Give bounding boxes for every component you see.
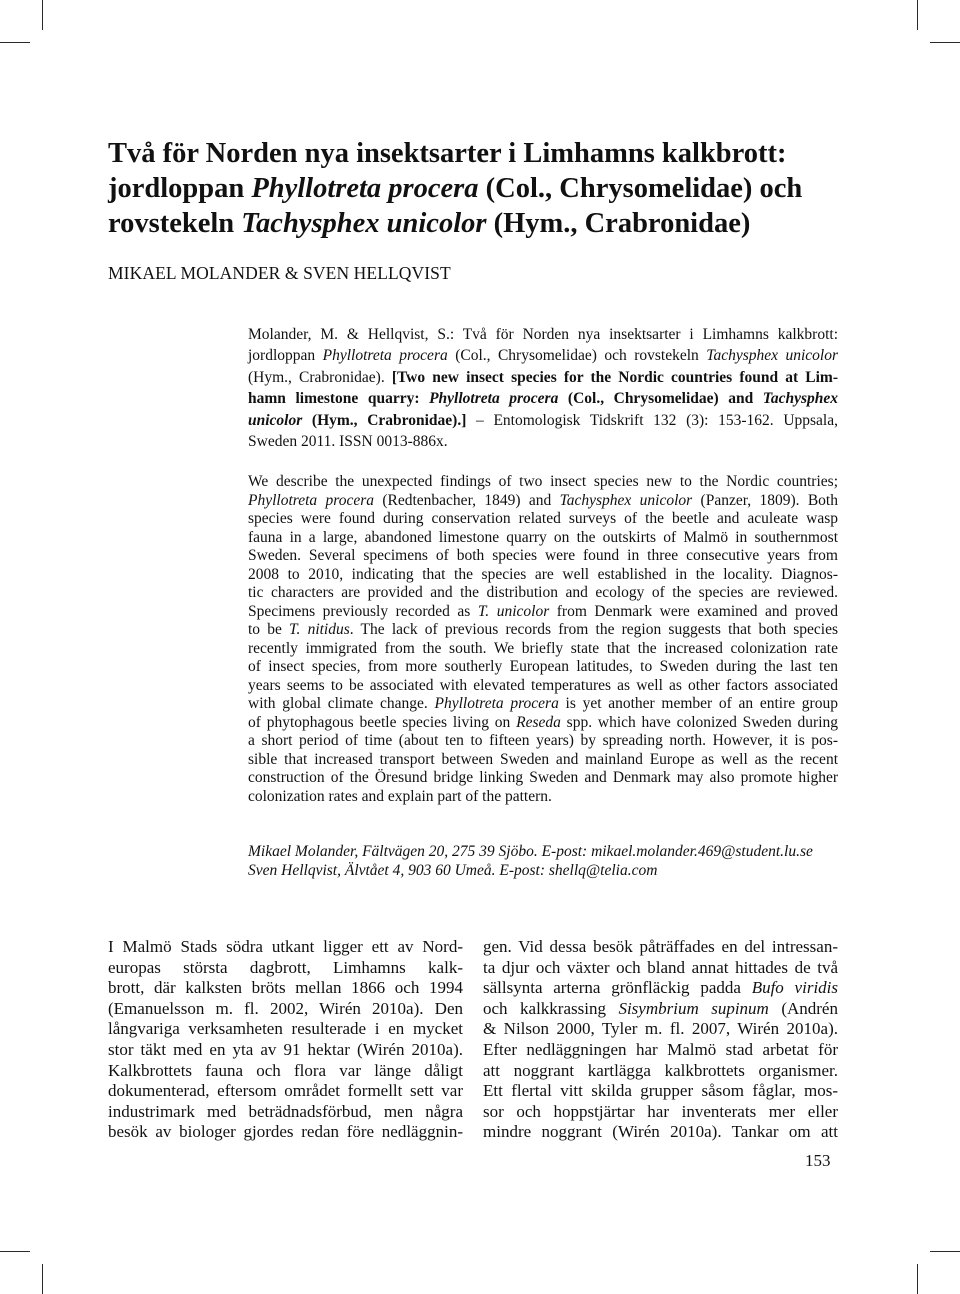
body-column-left: I Malmö Stads södra utkant ligger ett av Nord- europas största dagbrott, Limhamns kalk- brott, där kalksten bröts mellan 1866 och 1994 (Emanuelsson m. fl. 2002, Wirén 2010a). Den långvariga verksamheten resulterade i en mycket stor täkt med en yta av 91 hektar (Wirén 2010a). Kalkbrottets fauna och flora var länge dåligt dokumenterad, eftersom området formellt sett var industrimark med beträdnadsförbud, men några besök av biologer gjordes redan före nedläggnin-	[108, 937, 463, 1142]
title-line: Två för Norden nya insektsarter i Limhamns kalkbrott:	[108, 138, 787, 169]
article-title	[108, 136, 848, 241]
address-line: Mikael Molander, Fältvägen 20, 275 39 Sjöbo. E-post: mikael.molander.469@student.lu.se	[248, 843, 813, 860]
author-names: MIKAEL MOLANDER & SVEN HELLQVIST	[108, 263, 451, 283]
citation-block: Molander, M. & Hellqvist, S.: Två för Norden nya insektsarter i Limhamns kalkbrott: jordloppan Phyllotreta procera (Col., Chrysomelidae) och rovstekeln Tachysphex unicolor (Hym., Crabronidae). [Two new insect species for the Nordic countries found at Lim- hamn limestone quarry: Phyllotreta procera (Col., Chrysomelidae) and Tachysphex unicolor (Hym., Crabronidae).] – Entomologisk Tidskrift 132 (3): 153-162. Uppsala, Sweden 2011. ISSN 0013-886x.	[248, 326, 838, 451]
author-addresses	[248, 843, 868, 880]
crop-mark	[930, 1251, 960, 1252]
address-line: Sven Hellqvist, Älvtået 4, 903 60 Umeå. E-post: shellq@telia.com	[248, 861, 658, 879]
body-column-right: gen. Vid dessa besök påträffades en del intressan- ta djur och växter och bland annat hittades de två sällsynta arterna grönfläckig padda Bufo viridis och kalkkrassing Sisymbrium supinum (Andrén & Nilson 2000, Tyler m. fl. 2007, Wirén 2010a). Efter nedläggningen har Malmö stad arbetat för att noggrant kartlägga kalkbrottets organismer. Ett flertal vitt skilda grupper såsom fåglar, mos- sor och hoppstjärtar har inventerats mer eller mindre noggrant (Wirén 2010a). Tankar om att	[483, 937, 839, 1142]
crop-mark	[42, 1264, 43, 1294]
crop-mark	[42, 0, 43, 30]
abstract: We describe the unexpected findings of two insect species new to the Nordic countries; Phyllotreta procera (Redtenbacher, 1849) and Tachysphex unicolor (Panzer, 1809). Both species were found during conservation related surveys of the beetle and aculeate wasp fauna in a large, abandoned limestone quarry on the outskirts of Malmö in southernmost Sweden. Several specimens of both species were found in three consecutive years from 2008 to 2010, indicating that the species are well established in the locality. Diagnos- tic characters are provided and the distribution and ecology of the species are reviewed. Specimens previously recorded as T. unicolor from Denmark were examined and proved to be T. nitidus. The lack of previous records from the region suggests that both species recently immigrated from the south. We briefly state that the increased colonization rate of insect species, from more southerly European latitudes, to Sweden during the last ten years seems to be associated with elevated temperatures as well as other factors associated with global climate change. Phyllotreta procera is yet another member of an entire group of phytophagous beetle species living on Reseda spp. which have colonized Sweden during a short period of time (about ten to fifteen years) by spreading north. However, it is pos- sible that increased transport between Sweden and mainland Europe as well as the recent construction of the Öresund bridge linking Sweden and Denmark may also promote higher colonization rates and explain part of the pattern.	[248, 473, 839, 805]
crop-mark	[0, 1251, 30, 1252]
crop-mark	[917, 0, 918, 30]
title-line: jordloppan Phyllotreta procera (Col., Chrysomelidae) och	[108, 173, 803, 204]
page-number: 153	[805, 1151, 831, 1170]
crop-mark	[917, 1264, 918, 1294]
crop-mark	[0, 42, 30, 43]
crop-mark	[930, 42, 960, 43]
title-line: rovstekeln Tachysphex unicolor (Hym., Crabronidae)	[108, 208, 751, 239]
